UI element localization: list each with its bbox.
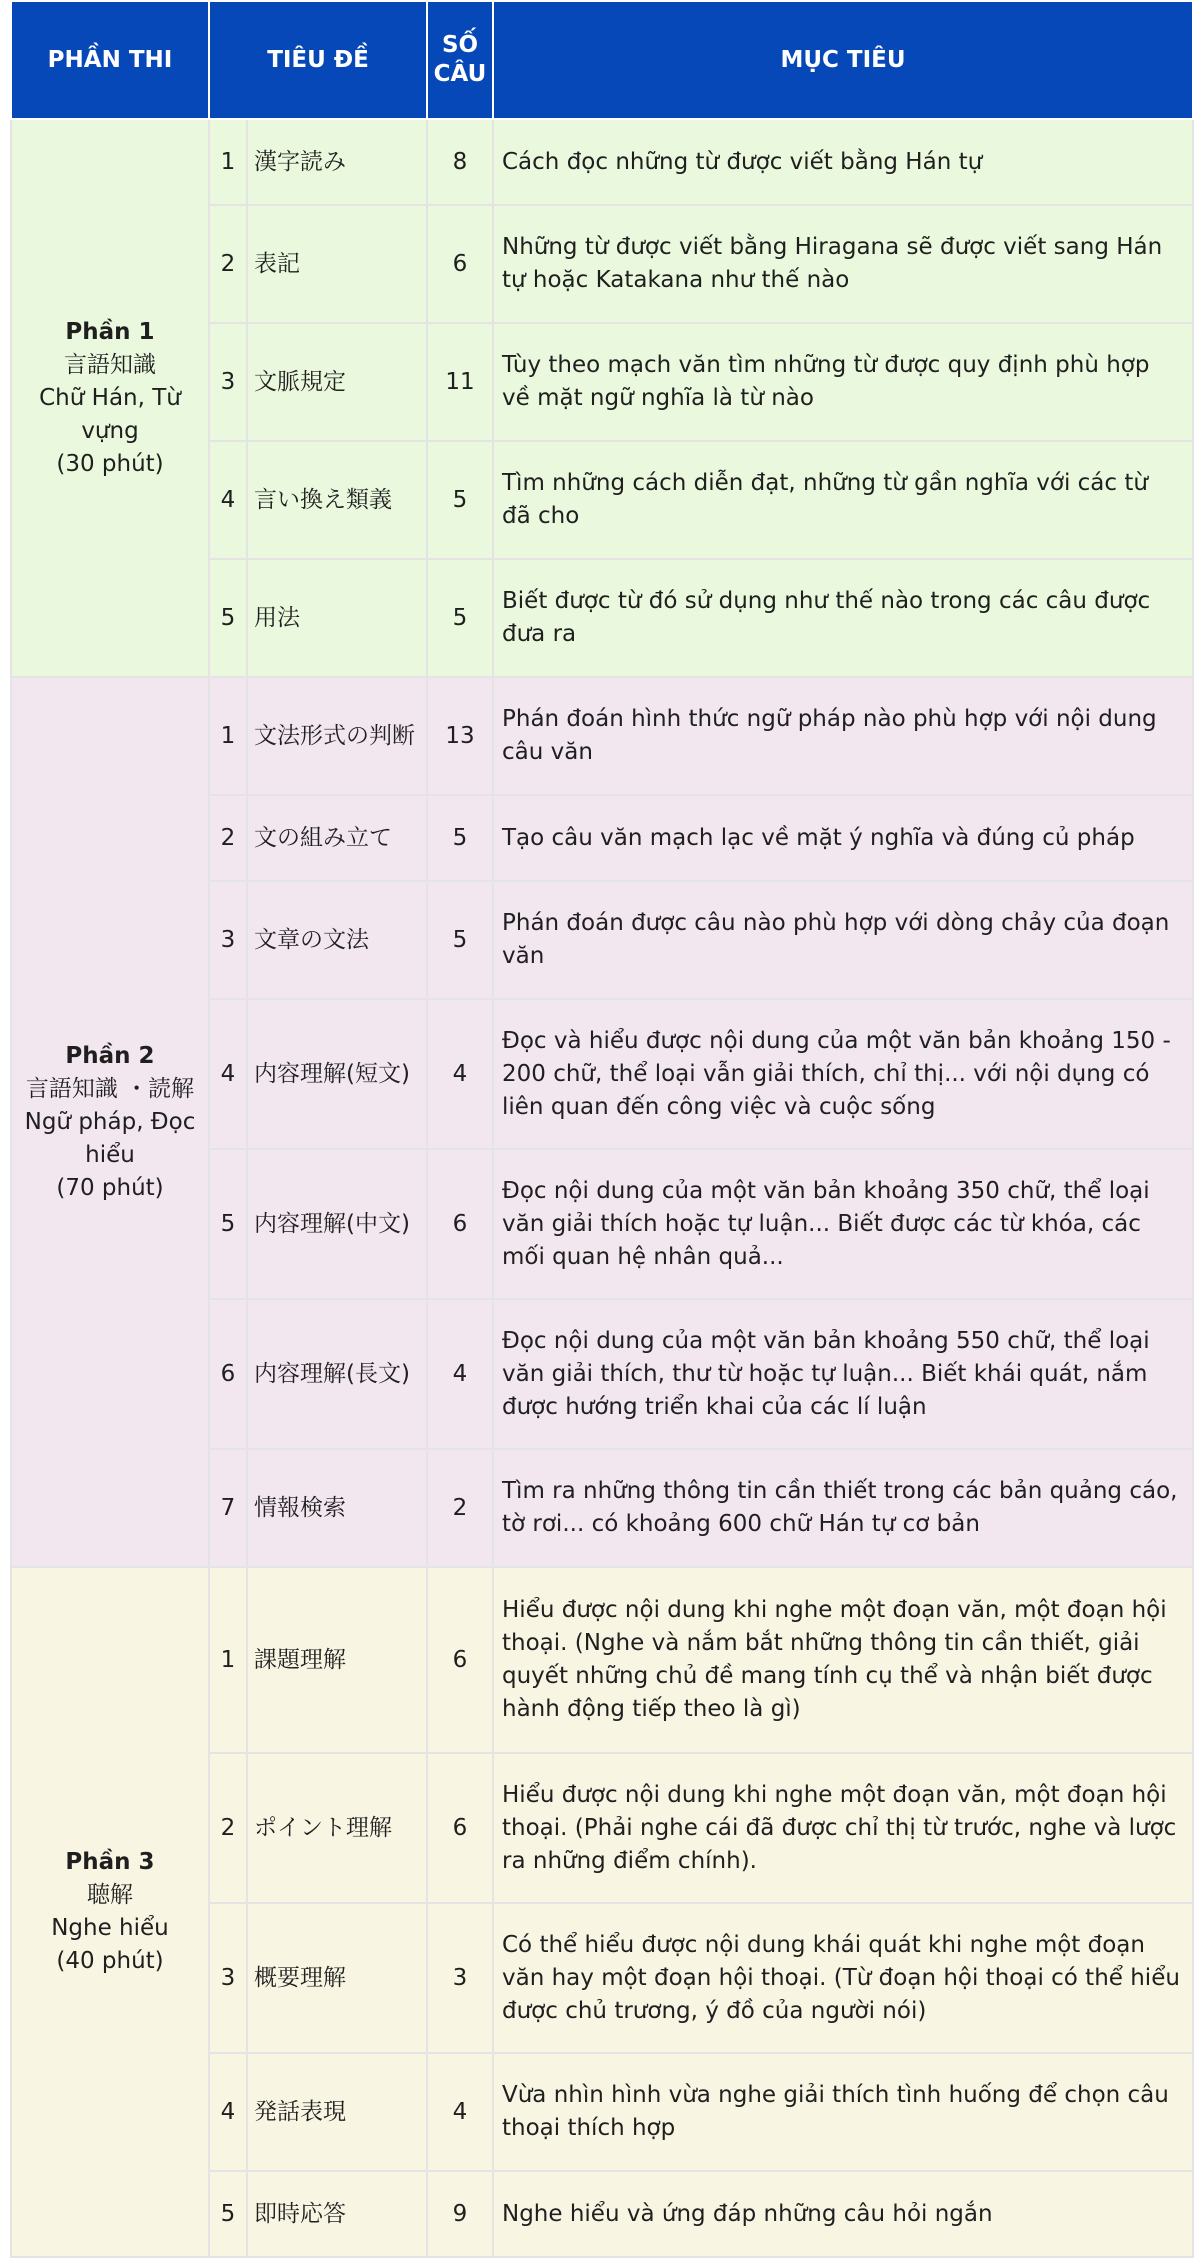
part-time: (70 phút) bbox=[56, 1174, 164, 1201]
part-cell bbox=[11, 1567, 209, 2257]
exam-structure bbox=[10, 0, 1192, 2258]
question-count: 9 bbox=[427, 2171, 493, 2257]
question-count: 6 bbox=[427, 1567, 493, 1753]
section-goal: Đọc và hiểu được nội dung của một văn bản khoảng 150 - 200 chữ, thể loại vẫn giải thích, chỉ thị... với nội dụng có liên quan đến công việc và cuộc sống bbox=[493, 999, 1193, 1149]
section-goal: Cách đọc những từ được viết bằng Hán tự bbox=[493, 119, 1193, 205]
question-count: 5 bbox=[427, 441, 493, 559]
section-title: 概要理解 bbox=[247, 1903, 427, 2053]
part-vn: Nghe hiểu bbox=[51, 1915, 169, 1941]
section-goal: Vừa nhìn hình vừa nghe giải thích tình huống để chọn câu thoại thích hợp bbox=[493, 2053, 1193, 2171]
header-part: PHẦN THI bbox=[11, 1, 209, 119]
table-body bbox=[11, 119, 1193, 2257]
part-jp: 言語知識 ・読解 bbox=[25, 1075, 195, 1102]
section-title: 文の組み立て bbox=[247, 795, 427, 881]
header-count: SỐ CÂU bbox=[427, 1, 493, 119]
part-cell bbox=[11, 119, 209, 677]
section-title: 文章の文法 bbox=[247, 881, 427, 999]
section-goal: Biết được từ đó sử dụng như thế nào trong các câu được đưa ra bbox=[493, 559, 1193, 677]
section-title: 内容理解(中文) bbox=[247, 1149, 427, 1299]
section-title: 表記 bbox=[247, 205, 427, 323]
section-number: 3 bbox=[209, 881, 247, 999]
section-title: 言い換え類義 bbox=[247, 441, 427, 559]
section-number: 5 bbox=[209, 559, 247, 677]
question-count: 11 bbox=[427, 323, 493, 441]
exam-table bbox=[10, 0, 1194, 2258]
section-goal: Phán đoán được câu nào phù hợp với dòng chảy của đoạn văn bbox=[493, 881, 1193, 999]
section-goal: Phán đoán hình thức ngữ pháp nào phù hợp với nội dung câu văn bbox=[493, 677, 1193, 795]
section-goal: Nghe hiểu và ứng đáp những câu hỏi ngắn bbox=[493, 2171, 1193, 2257]
section-title: 用法 bbox=[247, 559, 427, 677]
part-name: Phần 3 bbox=[65, 1849, 155, 1875]
section-goal: Hiểu được nội dung khi nghe một đoạn văn, một đoạn hội thoại. (Nghe và nắm bắt những thông tin cần thiết, giải quyết những chủ đề mang tính cụ thể và nhận biết được hành động tiếp theo là gì) bbox=[493, 1567, 1193, 1753]
question-count: 5 bbox=[427, 881, 493, 999]
section-number: 4 bbox=[209, 441, 247, 559]
section-goal: Đọc nội dung của một văn bản khoảng 550 chữ, thể loại văn giải thích, thư từ hoặc tự luận... Biết khái quát, nắm được hướng triển khai của các lí luận bbox=[493, 1299, 1193, 1449]
section-goal: Tìm ra những thông tin cần thiết trong các bản quảng cáo, tờ rơi... có khoảng 600 chữ Hán tự cơ bản bbox=[493, 1449, 1193, 1567]
section-number: 2 bbox=[209, 1753, 247, 1903]
section-title: 即時応答 bbox=[247, 2171, 427, 2257]
part-time: (30 phút) bbox=[56, 450, 164, 477]
section-title: 文法形式の判断 bbox=[247, 677, 427, 795]
question-count: 6 bbox=[427, 205, 493, 323]
question-count: 4 bbox=[427, 2053, 493, 2171]
section-number: 2 bbox=[209, 205, 247, 323]
section-number: 4 bbox=[209, 999, 247, 1149]
section-number: 3 bbox=[209, 1903, 247, 2053]
section-number: 2 bbox=[209, 795, 247, 881]
section-goal: Tạo câu văn mạch lạc về mặt ý nghĩa và đúng củ pháp bbox=[493, 795, 1193, 881]
section-title: 課題理解 bbox=[247, 1567, 427, 1753]
section-title: 文脈規定 bbox=[247, 323, 427, 441]
part-name: Phần 1 bbox=[65, 318, 155, 345]
question-count: 4 bbox=[427, 999, 493, 1149]
part-time: (40 phút) bbox=[56, 1948, 164, 1974]
question-count: 5 bbox=[427, 795, 493, 881]
section-number: 4 bbox=[209, 2053, 247, 2171]
section-goal: Hiểu được nội dung khi nghe một đoạn văn, một đoạn hội thoại. (Phải nghe cái đã được chỉ thị từ trước, nghe và lược ra những điểm chính). bbox=[493, 1753, 1193, 1903]
section-goal: Những từ được viết bằng Hiragana sẽ được viết sang Hán tự hoặc Katakana như thế nào bbox=[493, 205, 1193, 323]
header-row bbox=[11, 1, 1193, 119]
section-number: 1 bbox=[209, 119, 247, 205]
section-number: 3 bbox=[209, 323, 247, 441]
section-title: 情報検索 bbox=[247, 1449, 427, 1567]
section-title: 漢字読み bbox=[247, 119, 427, 205]
question-count: 6 bbox=[427, 1753, 493, 1903]
question-count: 13 bbox=[427, 677, 493, 795]
part-name: Phần 2 bbox=[65, 1042, 155, 1069]
question-count: 3 bbox=[427, 1903, 493, 2053]
section-title: ポイント理解 bbox=[247, 1753, 427, 1903]
part-jp: 言語知識 bbox=[64, 351, 156, 378]
question-count: 5 bbox=[427, 559, 493, 677]
section-title: 内容理解(短文) bbox=[247, 999, 427, 1149]
part-vn: Ngữ pháp, Đọc hiểu bbox=[24, 1108, 196, 1168]
part-cell bbox=[11, 677, 209, 1567]
section-number: 5 bbox=[209, 1149, 247, 1299]
header-goal: MỤC TIÊU bbox=[493, 1, 1193, 119]
section-number: 1 bbox=[209, 1567, 247, 1753]
section-title: 発話表現 bbox=[247, 2053, 427, 2171]
question-count: 2 bbox=[427, 1449, 493, 1567]
question-count: 6 bbox=[427, 1149, 493, 1299]
question-count: 8 bbox=[427, 119, 493, 205]
table-row bbox=[11, 1567, 1193, 1753]
table-row bbox=[11, 677, 1193, 795]
header-title: TIÊU ĐỀ bbox=[209, 1, 427, 119]
part-jp: 聴解 bbox=[87, 1882, 133, 1908]
section-goal: Tùy theo mạch văn tìm những từ được quy định phù hợp về mặt ngữ nghĩa là từ nào bbox=[493, 323, 1193, 441]
section-goal: Có thể hiểu được nội dung khái quát khi nghe một đoạn văn hay một đoạn hội thoại. (Từ đoạn hội thoại có thể hiểu được chủ trương, ý đồ của người nói) bbox=[493, 1903, 1193, 2053]
section-goal: Đọc nội dung của một văn bản khoảng 350 chữ, thể loại văn giải thích hoặc tự luận... Biết được các từ khóa, các mối quan hệ nhân quả... bbox=[493, 1149, 1193, 1299]
part-vn: Chữ Hán, Từ vựng bbox=[39, 384, 181, 444]
section-goal: Tìm những cách diễn đạt, những từ gần nghĩa với các từ đã cho bbox=[493, 441, 1193, 559]
section-title: 内容理解(長文) bbox=[247, 1299, 427, 1449]
question-count: 4 bbox=[427, 1299, 493, 1449]
section-number: 6 bbox=[209, 1299, 247, 1449]
section-number: 5 bbox=[209, 2171, 247, 2257]
section-number: 1 bbox=[209, 677, 247, 795]
section-number: 7 bbox=[209, 1449, 247, 1567]
table-row bbox=[11, 119, 1193, 205]
